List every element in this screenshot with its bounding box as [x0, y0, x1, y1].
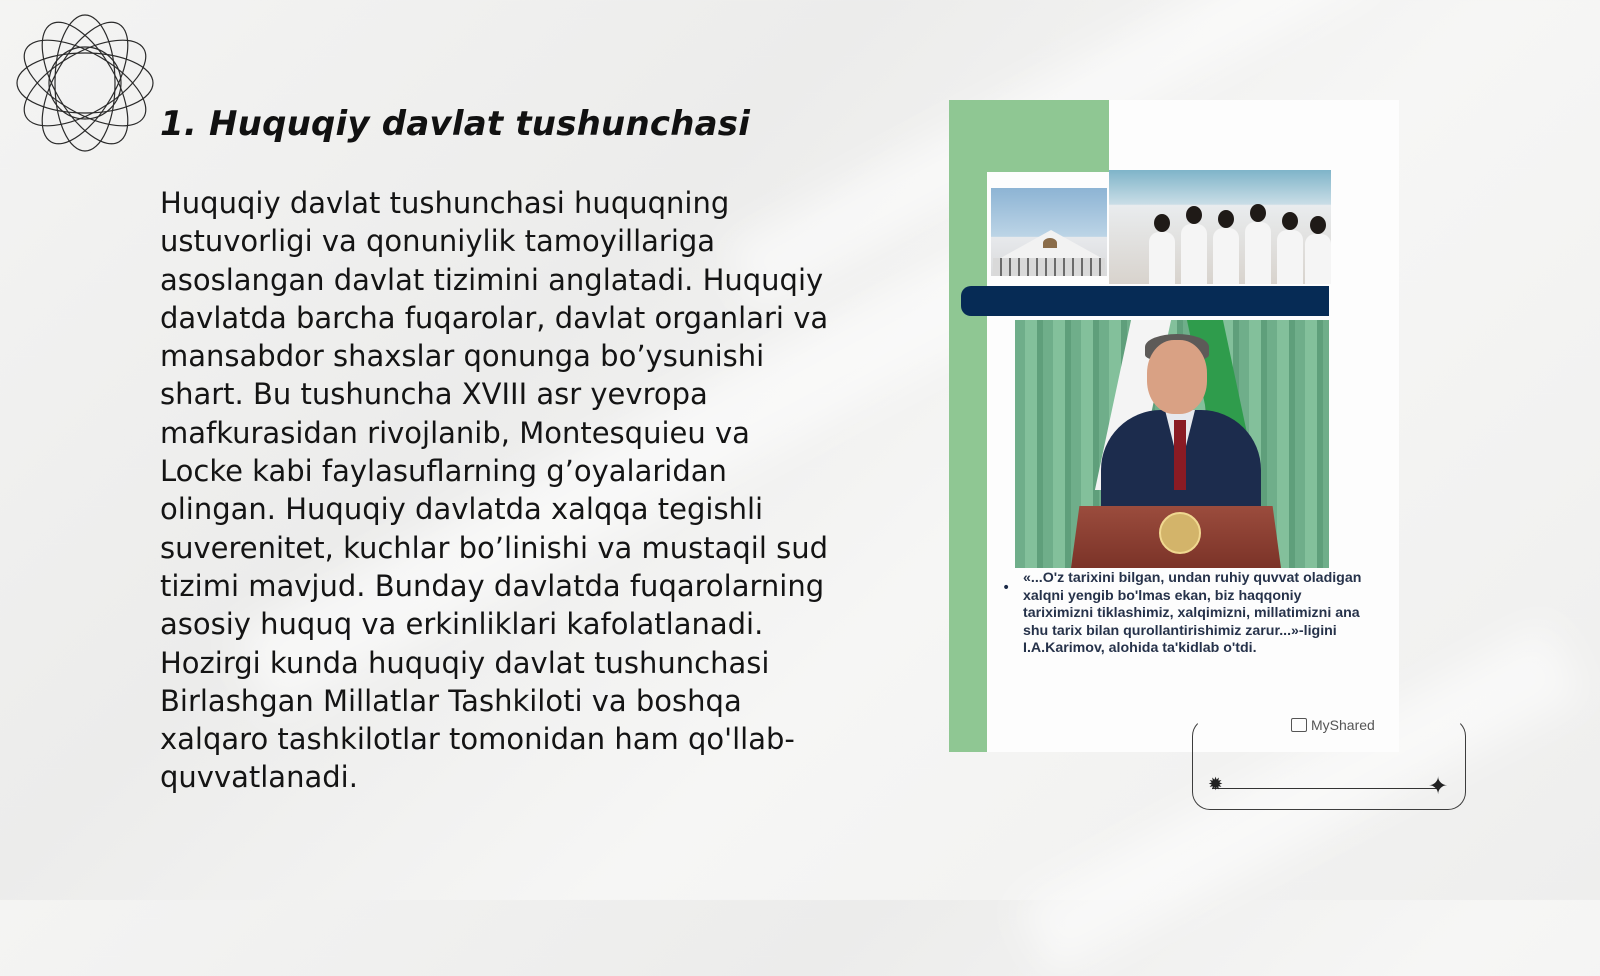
- illustration-panel: [949, 100, 1399, 752]
- quote-text: «...O'z tarixini bilgan, undan ruhiy quvvat oladigan xalqni yengib bo'lmas ekan, biz haqqoniy tariximizni tiklashimiz, xalqimizni, millatimizni ana shu tarix bilan qurollantirishimiz zarur...»-ligini I.A.Karimov, alohida ta'kidlab o'tdi.: [1023, 570, 1362, 657]
- speaker-photo: [1015, 320, 1329, 568]
- students-photo: [1109, 170, 1331, 284]
- building-photo: [991, 188, 1107, 276]
- navy-banner-bar: [961, 286, 1329, 316]
- sparkle-icon: ✹: [1208, 774, 1224, 795]
- watermark-label: MyShared: [1311, 717, 1375, 733]
- orbit-rings-logo: [10, 8, 160, 158]
- slide-title: 1. Huquqiy davlat tushunchasi: [160, 104, 751, 144]
- decorative-frame: [1192, 718, 1466, 810]
- slide-body-text: Huquqiy davlat tushunchasi huquqning ustuvorligi va qonuniylik tamoyillariga asoslangan davlat tizimini anglatadi. Huquqiy davlatda barcha fuqarolar, davlat organlari va mansabdor shaxslar qonunga bo’ysunishi shart. Bu tushuncha XVIII asr yevropa mafkurasidan rivojlanib, Montesquieu va Locke kabi faylasuflarning g’oyalaridan olingan. Huquqiy davlatda xalqqa tegishli suverenitet, kuchlar bo’linishi va mustaqil sud tizimi mavjud. Bunday davlatda fuqarolarning asosiy huquq va erkinliklari kafolatlanadi. Hozirgi kunda huquqiy davlat tushunchasi Birlashgan Millatlar Tashkiloti va boshqa xalqaro tashkilotlar tomonidan ham qo'llab-quvvatlanadi.: [160, 186, 829, 795]
- four-point-star-icon: ✦: [1428, 772, 1449, 800]
- green-accent-block: [987, 100, 1109, 172]
- quote-bullet: •: [1002, 580, 1011, 596]
- decorative-line: [1212, 788, 1438, 789]
- green-accent-strip: [949, 100, 987, 752]
